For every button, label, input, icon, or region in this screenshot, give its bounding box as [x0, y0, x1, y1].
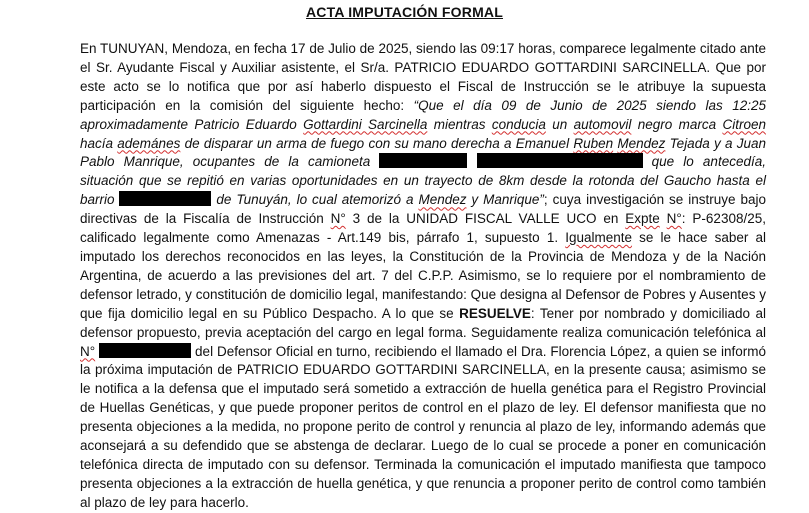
resuelve-label: RESUELVE — [459, 305, 531, 321]
redaction-block-barrio — [119, 191, 211, 206]
spellcheck-word: ademánes — [117, 135, 181, 151]
text-fragment: un — [545, 116, 574, 132]
spellcheck-word: Citroen — [722, 116, 766, 132]
text-fragment: 3 de la UNIDAD FISCAL VALLE UCO en — [345, 211, 626, 227]
spellcheck-word: N° — [80, 343, 96, 359]
redaction-block-telefono — [99, 343, 191, 358]
text-fragment: de Tunuyán, lo cual atemorizó a — [211, 192, 419, 208]
spellcheck-word: Mendez — [617, 135, 666, 151]
document-body — [80, 40, 766, 513]
spellcheck-word: Ruben — [573, 135, 614, 151]
text-investigation: ; cuya investigación se instruye bajo directivas de la Fiscalía de Instrucción — [80, 192, 766, 227]
spellcheck-word: N° — [666, 211, 682, 227]
text-fragment: mientras — [427, 116, 492, 132]
text-fragment: negro marca — [631, 116, 723, 132]
spellcheck-word: automovil — [573, 116, 632, 132]
text-fact-start: “Que el día 09 de Junio de 2025 siendo las 12:25 aproximadamente Patricio Eduardo — [80, 97, 766, 132]
text-fragment: de disparar un arma de fuego con su mano derecha a Emanuel — [180, 135, 574, 151]
spellcheck-word: Igualmente — [565, 230, 633, 246]
text-rights: se le hace saber al imputado los derechos reconocidos en las leyes, la Constitución de la Provincia de Mendoza y de la Nación Argentina, de acuerdo a las previsiones del art. 7 del C.P.P. Asimismo, se lo requiere por el nombramiento de defensor letrado, y constitución de domicilio legal, manifestando: Que designa al Defensor de Pobres y Ausentes y que fija domicilio legal en su Público Despacho. A lo que se — [80, 230, 766, 321]
text-closing: del Defensor Oficial en turno, recibiendo el llamado el Dra. Florencia López, a quien se informó la próxima imputación de PATRICIO EDUARDO GOTTARDINI SARCINELLA, en la presente causa; asimismo se le notifica a la defensa que el imputado será sometido a extracción de huella genética para el Registro Provincial de Huellas Genéticas, y que puede proponer peritos de control en el plazo de ley. El defensor manifiesta que no presenta objeciones a la medida, no propone perito de control y renuncia al plazo de ley, informando además que aconsejará a su defendido que se abstenga de declarar. Luego de lo cual se procede a poner en comunicación telefónica directa de imputado con su defensor. Terminada la comunicación el imputado manifiesta que tampoco presenta objeciones a la extracción de huella genética, y que renuncia a proponer perito de control como también al plazo de ley para hacerlo. — [80, 343, 766, 510]
text-fragment — [660, 211, 667, 226]
spellcheck-word: Mendez — [418, 192, 467, 208]
redaction-block-camioneta — [379, 153, 467, 168]
text-resolution: : Tener por nombrado y domiciliado al defensor propuesto, previa aceptación del cargo en legal forma. Seguidamente realiza comunicación telefónica al — [80, 305, 767, 340]
spellcheck-word: Expte — [625, 211, 660, 227]
spellcheck-word: Gottardini Sarcinella — [303, 116, 428, 132]
main-paragraph — [80, 40, 766, 513]
text-intro: En TUNUYAN, Mendoza, en fecha 17 de Julio de 2025, siendo las 09:17 horas, comparece legalmente citado ante el Sr. Ayudante Fiscal y Auxiliar asistente, el Sr/a. PATRICIO EDUARDO GOTTARDINI SARCINELLA. Que por este acto se lo notifica que por así haberlo dispuesto el Fiscal de Instrucción se le atribuye la supuesta participación en la comisión del siguiente hecho: — [80, 41, 766, 113]
text-fragment: Tejada y a Juan Pablo Manrique, ocupantes de la camioneta — [80, 135, 766, 170]
spellcheck-word: conducia — [491, 116, 546, 132]
text-case-number: : P-62308/25, calificado legalmente como Amenazas - Art.149 bis, párrafo 1, supuesto 1. — [80, 211, 766, 246]
quoted-fact — [80, 98, 766, 208]
document-title: ACTA IMPUTACIÓN FORMAL — [305, 4, 503, 20]
text-fragment: que lo antecedía, situación que se repitió en varias oportunidades en un trayecto de 8km desde la rotonda del Gaucho hasta el barrio — [80, 154, 766, 208]
spellcheck-word: N° — [330, 211, 346, 227]
redaction-block-patente — [477, 153, 643, 168]
text-fragment: hacía — [80, 135, 118, 151]
text-fact-end: y Manrique” — [466, 192, 544, 208]
